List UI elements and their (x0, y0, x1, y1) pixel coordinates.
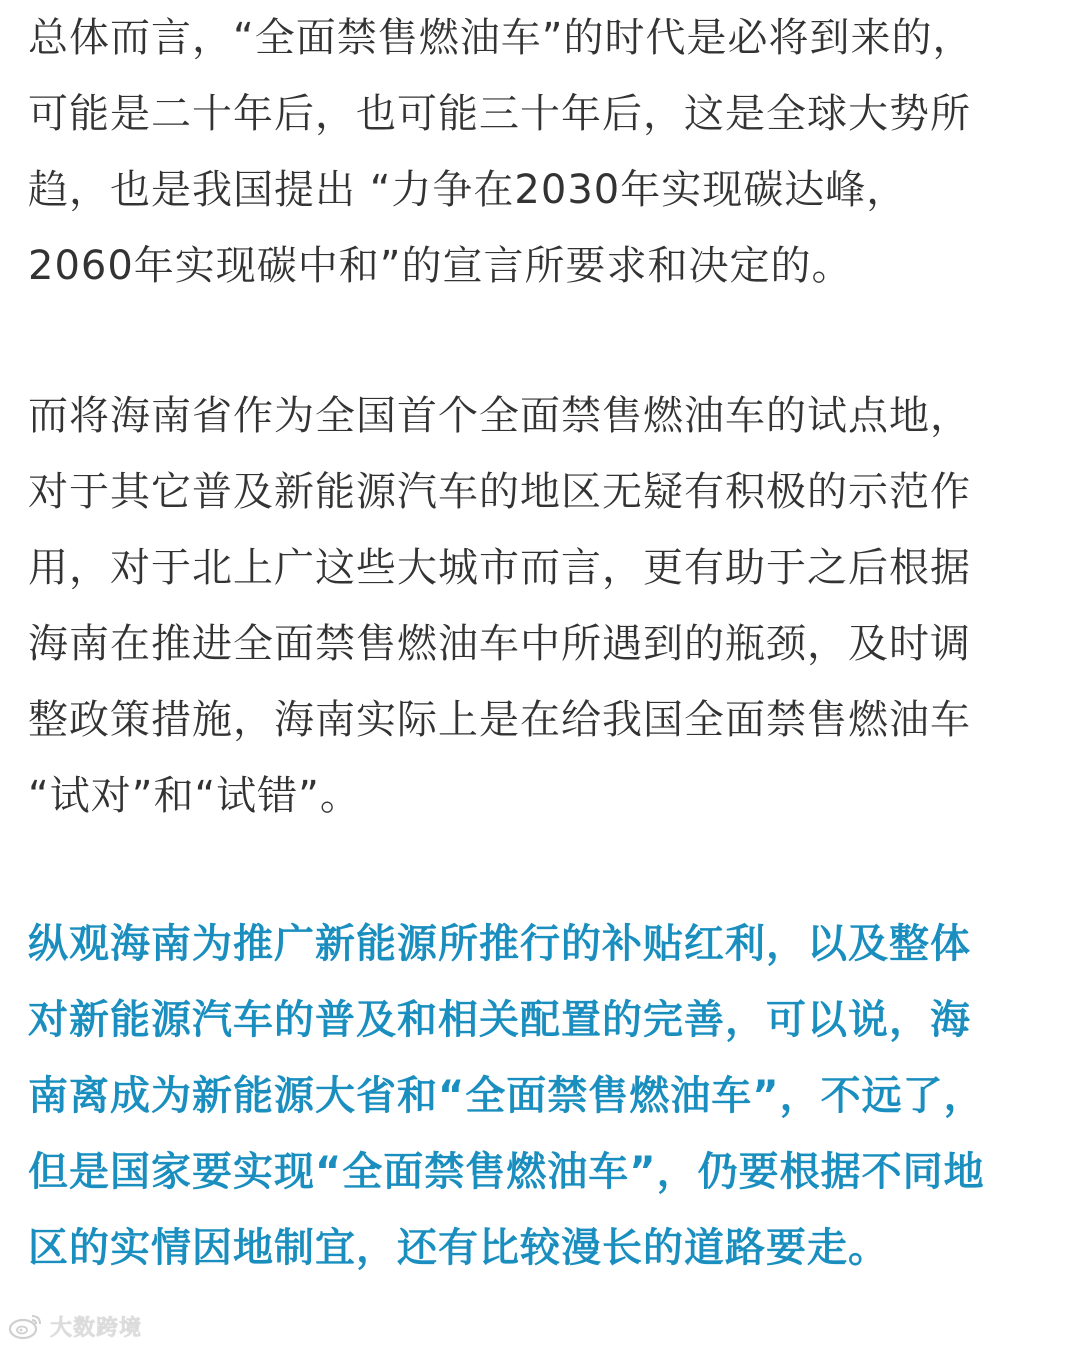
paragraph-line: “试对”和“试错”。 (28, 773, 361, 819)
highlight-line: 纵观海南为推广新能源所推行的补贴红利，以及整体 (28, 921, 971, 967)
watermark-text: 大数跨境 (50, 1315, 143, 1341)
paragraph-3-highlight (28, 906, 985, 1286)
highlight-line: 区的实情因地制宜，还有比较漫长的道路要走。 (28, 1225, 889, 1271)
paragraph-line: 用，对于北上广这些大城市而言，更有助于之后根据 (28, 545, 971, 591)
watermark (8, 1306, 142, 1346)
weibo-logo-icon (8, 1312, 44, 1340)
paragraph-line: 而将海南省作为全国首个全面禁售燃油车的试点地， (28, 393, 971, 439)
paragraph-line: 趋，也是我国提出 “力争在2030年实现碳达峰， (28, 167, 908, 213)
paragraph-line: 整政策措施，海南实际上是在给我国全面禁售燃油车 (28, 697, 971, 743)
paragraph-line: 对于其它普及新能源汽车的地区无疑有积极的示范作 (28, 469, 971, 515)
paragraph-1 (28, 0, 973, 304)
paragraph-2 (28, 378, 971, 834)
highlight-line: 对新能源汽车的普及和相关配置的完善，可以说，海 (28, 997, 971, 1043)
paragraph-line: 2060年实现碳中和”的宣言所要求和决定的。 (28, 243, 853, 289)
paragraph-line: 可能是二十年后，也可能三十年后，这是全球大势所 (28, 91, 971, 137)
highlight-line: 南离成为新能源大省和“全面禁售燃油车”，不远了， (28, 1073, 985, 1119)
paragraph-line: 海南在推进全面禁售燃油车中所遇到的瓶颈，及时调 (28, 621, 971, 667)
paragraph-line: 总体而言，“全面禁售燃油车”的时代是必将到来的， (28, 15, 974, 61)
highlight-line: 但是国家要实现“全面禁售燃油车”，仍要根据不同地 (28, 1149, 985, 1195)
